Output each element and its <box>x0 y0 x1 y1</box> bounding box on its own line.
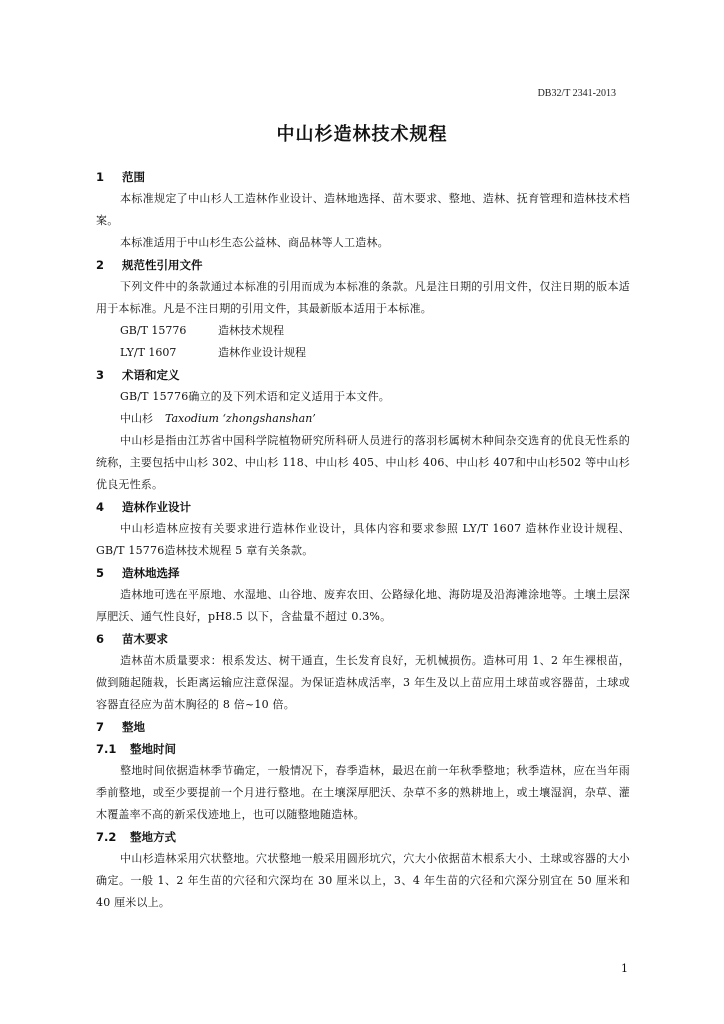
document-body <box>96 166 630 914</box>
subsection-heading-preparation-time: 7.1 整地时间 <box>96 742 176 756</box>
section-heading-seedling-requirements: 6 苗木要求 <box>96 632 168 646</box>
document-code: DB32/T 2341-2013 <box>537 88 616 99</box>
design-paragraph: 中山杉造林应按有关要求进行造林作业设计，具体内容和要求参照 LY/T 1607 造林作业设计规程、GB/T 15776造林技术规程 5 章有关条款。 <box>96 522 630 557</box>
section-heading-site-preparation: 7 整地 <box>96 720 145 734</box>
preparation-time-paragraph: 整地时间依据造林季节确定，一般情况下，春季造林，最迟在前一年秋季整地；秋季造林，应在当年雨季前整地，或至少要提前一个月进行整地。在土壤深厚肥沃、杂草不多的熟耕地上，或土壤湿润，杂草、灌木覆盖率不高的新采伐迹地上，也可以随整地随造林。 <box>96 764 630 821</box>
page-number: 1 <box>621 962 628 975</box>
scope-applicability: 本标准适用于中山杉生态公益林、商品林等人工造林。 <box>120 236 389 249</box>
scope-paragraph: 本标准规定了中山杉人工造林作业设计、造林地选择、苗木要求、整地、造林、抚育管理和造林技术档案。 <box>96 192 630 227</box>
site-selection-paragraph: 造林地可选在平原地、水湿地、山谷地、废弃农田、公路绿化地、海防堤及沿海滩涂地等。土壤土层深厚肥沃、通气性良好，pH8.5 以下，含盐量不超过 0.3%。 <box>96 588 630 623</box>
reference-item: LY/T 1607 造林作业设计规程 <box>120 346 306 359</box>
reference-item: GB/T 15776 造林技术规程 <box>120 324 284 337</box>
terms-intro: GB/T 15776确立的及下列术语和定义适用于本文件。 <box>120 390 391 403</box>
preparation-method-paragraph: 中山杉造林采用穴状整地。穴状整地一般采用圆形坑穴，穴大小依据苗木根系大小、土球或容器的大小确定。一般 1、2 年生苗的穴径和穴深均在 30 厘米以上，3、4 年生苗的穴径和穴深分别宜在 50 厘米和 40 厘米以上。 <box>96 852 630 909</box>
term-entry: 中山杉 Taxodium ‘zhongshanshan’ <box>120 412 316 425</box>
section-heading-scope: 1 范围 <box>96 170 145 184</box>
section-heading-afforestation-design: 4 造林作业设计 <box>96 500 191 514</box>
references-paragraph: 下列文件中的条款通过本标准的引用而成为本标准的条款。凡是注日期的引用文件，仅注日期的版本适用于本标准。凡是不注日期的引用文件，其最新版本适用于本标准。 <box>96 280 630 315</box>
document-title: 中山杉造林技术规程 <box>276 124 448 145</box>
section-heading-site-selection: 5 造林地选择 <box>96 566 180 580</box>
subsection-heading-preparation-method: 7.2 整地方式 <box>96 830 176 844</box>
term-definition: 中山杉是指由江苏省中国科学院植物研究所科研人员进行的落羽杉属树木种间杂交选育的优良无性系的统称，主要包括中山杉 302、中山杉 118、中山杉 405、中山杉 406、中山杉 407和中山杉502 等中山杉优良无性系。 <box>96 434 630 491</box>
seedling-paragraph: 造林苗木质量要求：根系发达、树干通直，生长发育良好，无机械损伤。造林可用 1、2 年生裸根苗，做到随起随栽，长距离运输应注意保湿。为保证造林成活率，3 年生及以上苗应用土球苗或容器苗，土球或容器直径应为苗木胸径的 8 倍~10 倍。 <box>96 654 630 711</box>
section-heading-terms: 3 术语和定义 <box>96 368 180 382</box>
section-heading-normative-references: 2 规范性引用文件 <box>96 258 203 272</box>
